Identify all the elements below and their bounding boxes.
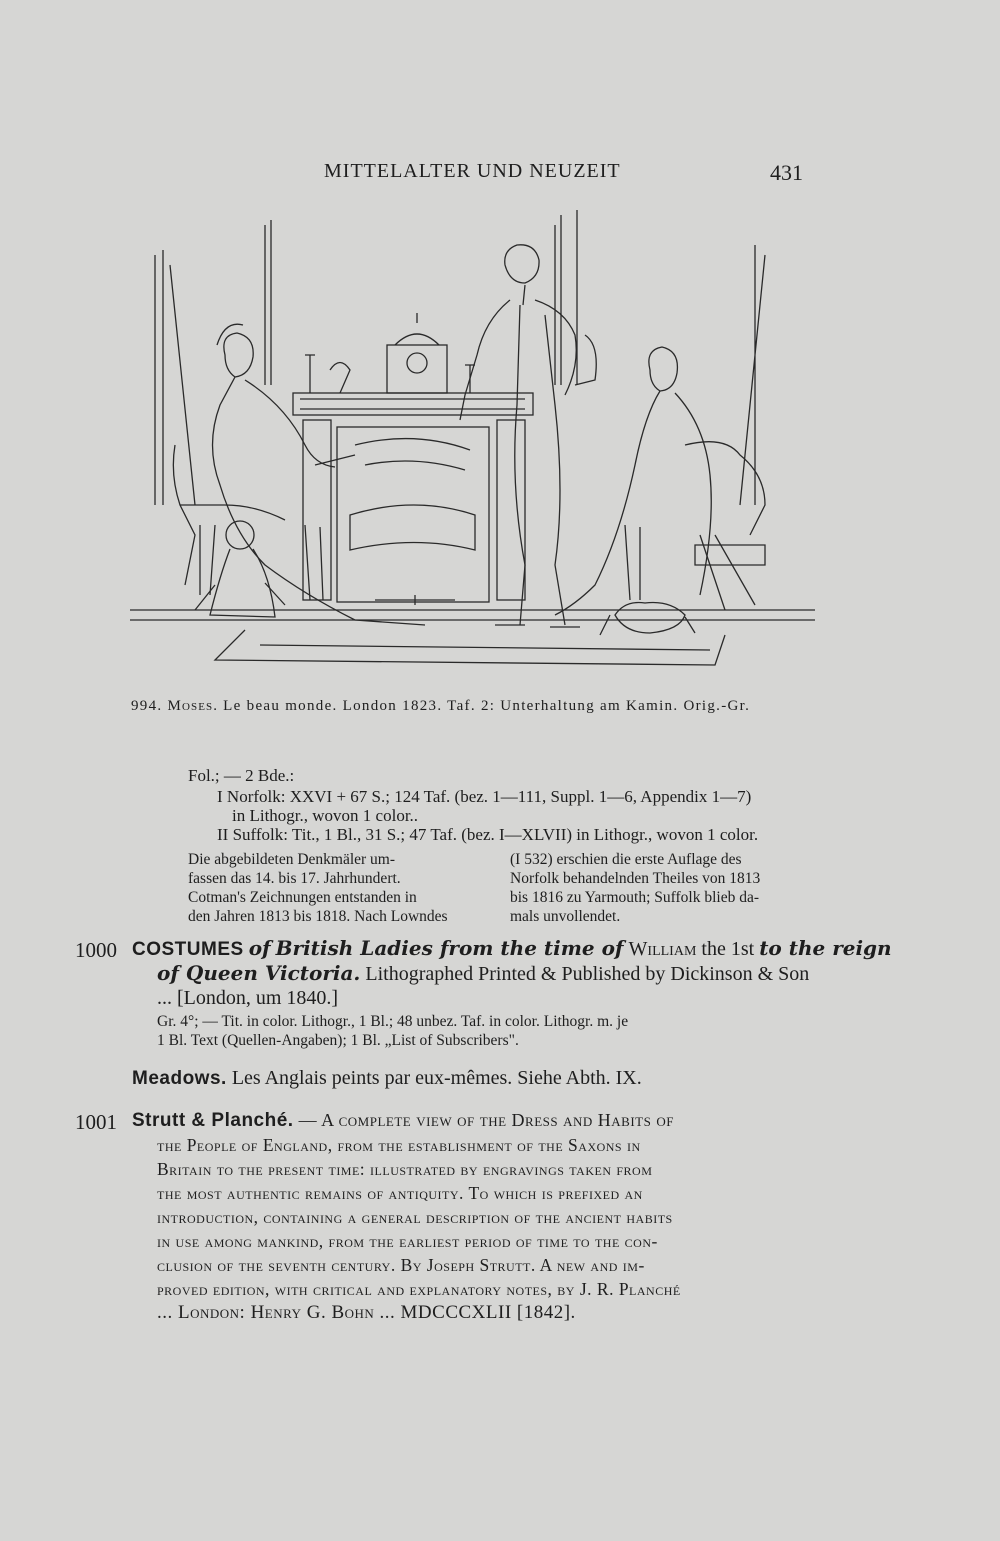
- note-line: mals unvollendet.: [510, 908, 621, 925]
- running-head: MITTELALTER UND NEUZEIT: [324, 160, 621, 182]
- entry-1001-number: 1001: [75, 1110, 117, 1134]
- entry-meadows: [132, 1066, 642, 1091]
- entry-1001-line: the most authentic remains of antiquity. To which is prefixed an: [157, 1183, 643, 1203]
- entry-1000-title-first: 1st: [730, 938, 755, 960]
- entry-1001-author: Strutt & Planché.: [132, 1110, 294, 1131]
- entry-1001-line: clusion of the seventh century. By Joseph Strutt. A new and im-: [157, 1255, 645, 1275]
- entry-1000-title-line2: [157, 961, 809, 987]
- entry-1000-note-line1: Gr. 4°; — Tit. in color. Lithogr., 1 Bl.; 48 unbez. Taf. in color. Lithogr. m. je: [157, 1013, 629, 1030]
- note-line: (I 532) erschien die erste Auflage des: [510, 851, 742, 868]
- engraving-illustration: [125, 205, 825, 690]
- entry-994-vol1-cont: in Lithogr., wovon 1 color..: [232, 806, 419, 825]
- entry-1001-title-start: — A complete view of the Dress and Habits of: [298, 1110, 674, 1130]
- entry-994-vol2: II Suffolk: Tit., 1 Bl., 31 S.; 47 Taf. (bez. I—XLVII) in Lithogr., wovon 1 color.: [217, 825, 759, 844]
- entry-1001-line: proved edition, with critical and explanatory notes, by J. R. Planché: [157, 1279, 681, 1299]
- entry-1000-title-line1: [132, 936, 892, 962]
- entry-1000-title-line3: ... [London, um 1840.]: [157, 987, 339, 1009]
- entry-1001-line: Britain to the present time: illustrated by engravings taken from: [157, 1159, 653, 1179]
- entry-1000-title-the: the: [701, 938, 726, 960]
- entry-1000-publisher: Lithographed Printed & Published by Dickinson & Son: [365, 963, 810, 985]
- entry-1000-title-blackletter-2: to the reign: [759, 936, 892, 960]
- entry-1000-number: 1000: [75, 938, 117, 962]
- entry-1000-title-caps: COSTUMES: [132, 939, 244, 960]
- note-line: Cotman's Zeichnungen entstanden in: [188, 889, 417, 906]
- entry-1001-line: the People of England, from the establishment of the Saxons in: [157, 1135, 641, 1155]
- entry-meadows-name: Meadows.: [132, 1068, 227, 1089]
- note-line: fassen das 14. bis 17. Jahrhundert.: [188, 870, 401, 887]
- note-line: bis 1816 zu Yarmouth; Suffolk blieb da-: [510, 889, 759, 906]
- entry-1001-line: introduction, containing a general description of the ancient habits: [157, 1207, 673, 1227]
- entry-1000-title-of: of: [248, 936, 271, 960]
- entry-1000-queen: of Queen Victoria.: [157, 961, 361, 985]
- note-line: den Jahren 1813 bis 1818. Nach Lowndes: [188, 908, 448, 925]
- page-number: 431: [770, 160, 803, 185]
- entry-1001-line1: [132, 1108, 674, 1133]
- entry-1000-note-line2: 1 Bl. Text (Quellen-Angaben); 1 Bl. „List of Subscribers".: [157, 1032, 519, 1049]
- caption-number: 994.: [131, 698, 163, 714]
- figure-caption: [131, 698, 821, 715]
- entry-1000-title-blackletter: British Ladies from the time of: [275, 936, 624, 960]
- entry-1000-title-william: William: [628, 938, 697, 960]
- entry-994-format: Fol.; — 2 Bde.:: [188, 766, 295, 785]
- caption-text: Le beau monde. London 1823. Taf. 2: Unterhaltung am Kamin. Orig.-Gr.: [223, 698, 751, 714]
- entry-1001-line: ... London: Henry G. Bohn ... MDCCCXLII [1842].: [157, 1302, 576, 1323]
- entry-994-note-right: [510, 850, 760, 926]
- note-line: Die abgebildeten Denkmäler um-: [188, 851, 396, 868]
- entry-1001-line: in use among mankind, from the earliest period of time to the con-: [157, 1231, 658, 1251]
- caption-author: Moses.: [167, 698, 219, 714]
- note-line: Norfolk behandelnden Theiles von 1813: [510, 870, 761, 887]
- entry-meadows-text: Les Anglais peints par eux-mêmes. Siehe Abth. IX.: [231, 1067, 642, 1089]
- entry-994-note-left: [188, 850, 448, 926]
- entry-994-vol1: I Norfolk: XXVI + 67 S.; 124 Taf. (bez. 1—111, Suppl. 1—6, Appendix 1—7): [217, 787, 752, 806]
